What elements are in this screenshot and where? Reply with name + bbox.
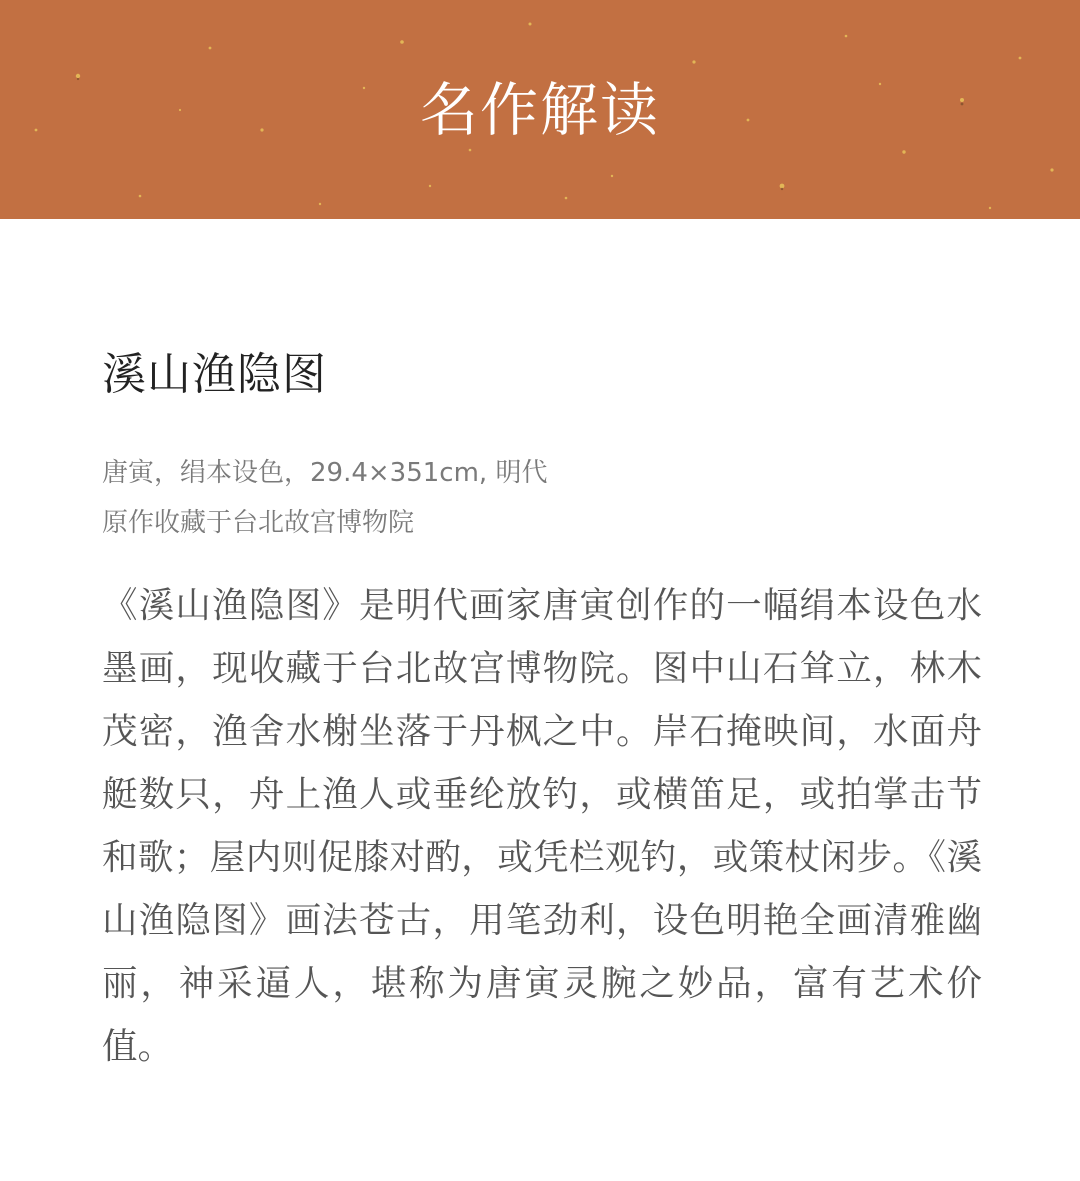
page-title: 名作解读 [419,76,660,144]
artwork-meta-line-2: 原作收藏于台北故宫博物院 [102,508,415,538]
artwork-meta-line-1: 唐寅，绢本设色，29.4×351cm, 明代 [102,458,548,488]
artwork-description: 《溪山渔隐图》是明代画家唐寅创作的一幅绢本设色水墨画，现收藏于台北故宫博物院。图中山石耸立，林木茂密，渔舍水榭坐落于丹枫之中。岸石掩映间，水面舟艇数只，舟上渔人或垂纶放钓，或横笛足，或拍掌击节和歌；屋内则促膝对酌，或凭栏观钓，或策杖闲步。《溪山渔隐图》画法苍古，用笔劲利，设色明艳全画清雅幽丽，神采逼人，堪称为唐寅灵腕之妙品，富有艺术价值。 [102,585,982,1067]
artwork-meta [102,448,982,548]
artwork-title: 溪山渔隐图 [102,349,327,400]
header-banner [0,0,1080,219]
artwork-section [102,340,982,1078]
